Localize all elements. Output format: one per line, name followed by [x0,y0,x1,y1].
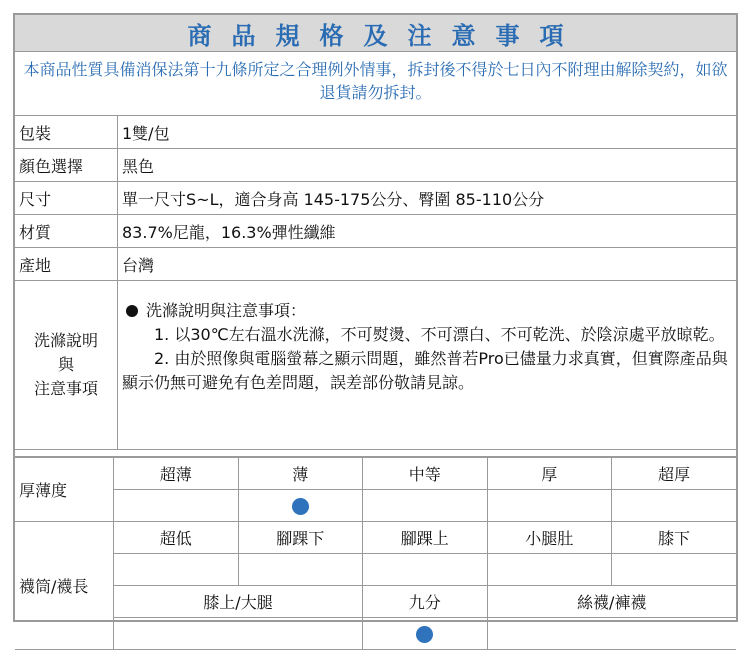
wash-label-line: 與 [57,355,74,374]
length-option: 膝下 [612,522,737,554]
length-cell [487,554,612,586]
spec-row-package [15,116,736,149]
length-option: 九分 [363,586,488,618]
thickness-cell [612,490,737,522]
length-cell [114,618,363,650]
length-marker-row-2 [15,618,736,650]
title-bar [15,15,736,52]
thickness-option: 厚 [487,458,612,490]
thickness-option: 中等 [363,458,488,490]
thickness-header-row [15,458,736,490]
spec-label: 包裝 [15,116,118,149]
length-cell-selected [363,618,488,650]
thickness-marker-row [15,490,736,522]
page-title: 商品規格及注意事項 [187,21,584,50]
wash-label-line: 注意事項 [33,379,98,398]
length-option: 膝上/大腿 [114,586,363,618]
length-header-row-1 [15,522,736,554]
length-option: 絲襪/褲襪 [487,586,736,618]
wash-label [15,281,118,450]
wash-item: 2. 由於照像與電腦螢幕之顯示問題，雖然普若Pro已儘量力求真實，但實際產品與 顯示仍無可避免有色差問題，誤差部份敬請見諒。 [122,349,728,392]
selected-dot-icon [292,498,309,515]
bullet-icon [126,305,138,317]
length-option: 超低 [114,522,239,554]
spec-value: 台灣 [118,248,737,281]
length-header-row-2 [15,586,736,618]
spec-label: 產地 [15,248,118,281]
length-cell [114,554,239,586]
thickness-option: 薄 [238,458,363,490]
thickness-label: 厚薄度 [15,458,114,522]
spec-row-color [15,149,736,182]
spec-label: 顏色選擇 [15,149,118,182]
spec-table [15,116,736,450]
length-option: 小腿肚 [487,522,612,554]
wash-label-line: 洗滌說明 [33,331,98,350]
spec-label: 材質 [15,215,118,248]
length-cell [238,554,363,586]
thickness-cell-selected [238,490,363,522]
thickness-cell [114,490,239,522]
length-option: 腳踝上 [363,522,488,554]
thickness-cell [363,490,488,522]
wash-content [118,281,737,450]
spec-label: 尺寸 [15,182,118,215]
spec-value: 黑色 [118,149,737,182]
return-notice: 本商品性質具備消保法第十九條所定之合理例外情事，拆封後不得於七日內不附理由解除契約，如欲退貨請勿拆封。 [15,52,736,116]
length-cell [363,554,488,586]
spec-row-material [15,215,736,248]
spec-value: 單一尺寸S~L，適合身高 145-175公分、臀圍 85-110公分 [118,182,737,215]
thickness-option: 超厚 [612,458,737,490]
length-option: 腳踝下 [238,522,363,554]
spec-value: 83.7%尼龍，16.3%彈性纖維 [118,215,737,248]
spec-row-size [15,182,736,215]
thickness-option: 超薄 [114,458,239,490]
spec-sheet [13,13,738,622]
wash-heading: 洗滌說明與注意事項： [146,301,307,320]
length-label: 襪筒/襪長 [15,522,114,650]
length-cell [487,618,736,650]
selected-dot-icon [416,626,433,643]
spec-value: 1雙/包 [118,116,737,149]
spec-row-origin [15,248,736,281]
length-cell [612,554,737,586]
section-divider [15,450,736,457]
length-marker-row-1 [15,554,736,586]
option-grid [15,457,736,650]
thickness-cell [487,490,612,522]
wash-item: 1. 以30℃左右溫水洗滌，不可熨燙、不可漂白、不可乾洗、於陰涼處平放晾乾。 [154,325,725,344]
spec-row-wash [15,281,736,450]
